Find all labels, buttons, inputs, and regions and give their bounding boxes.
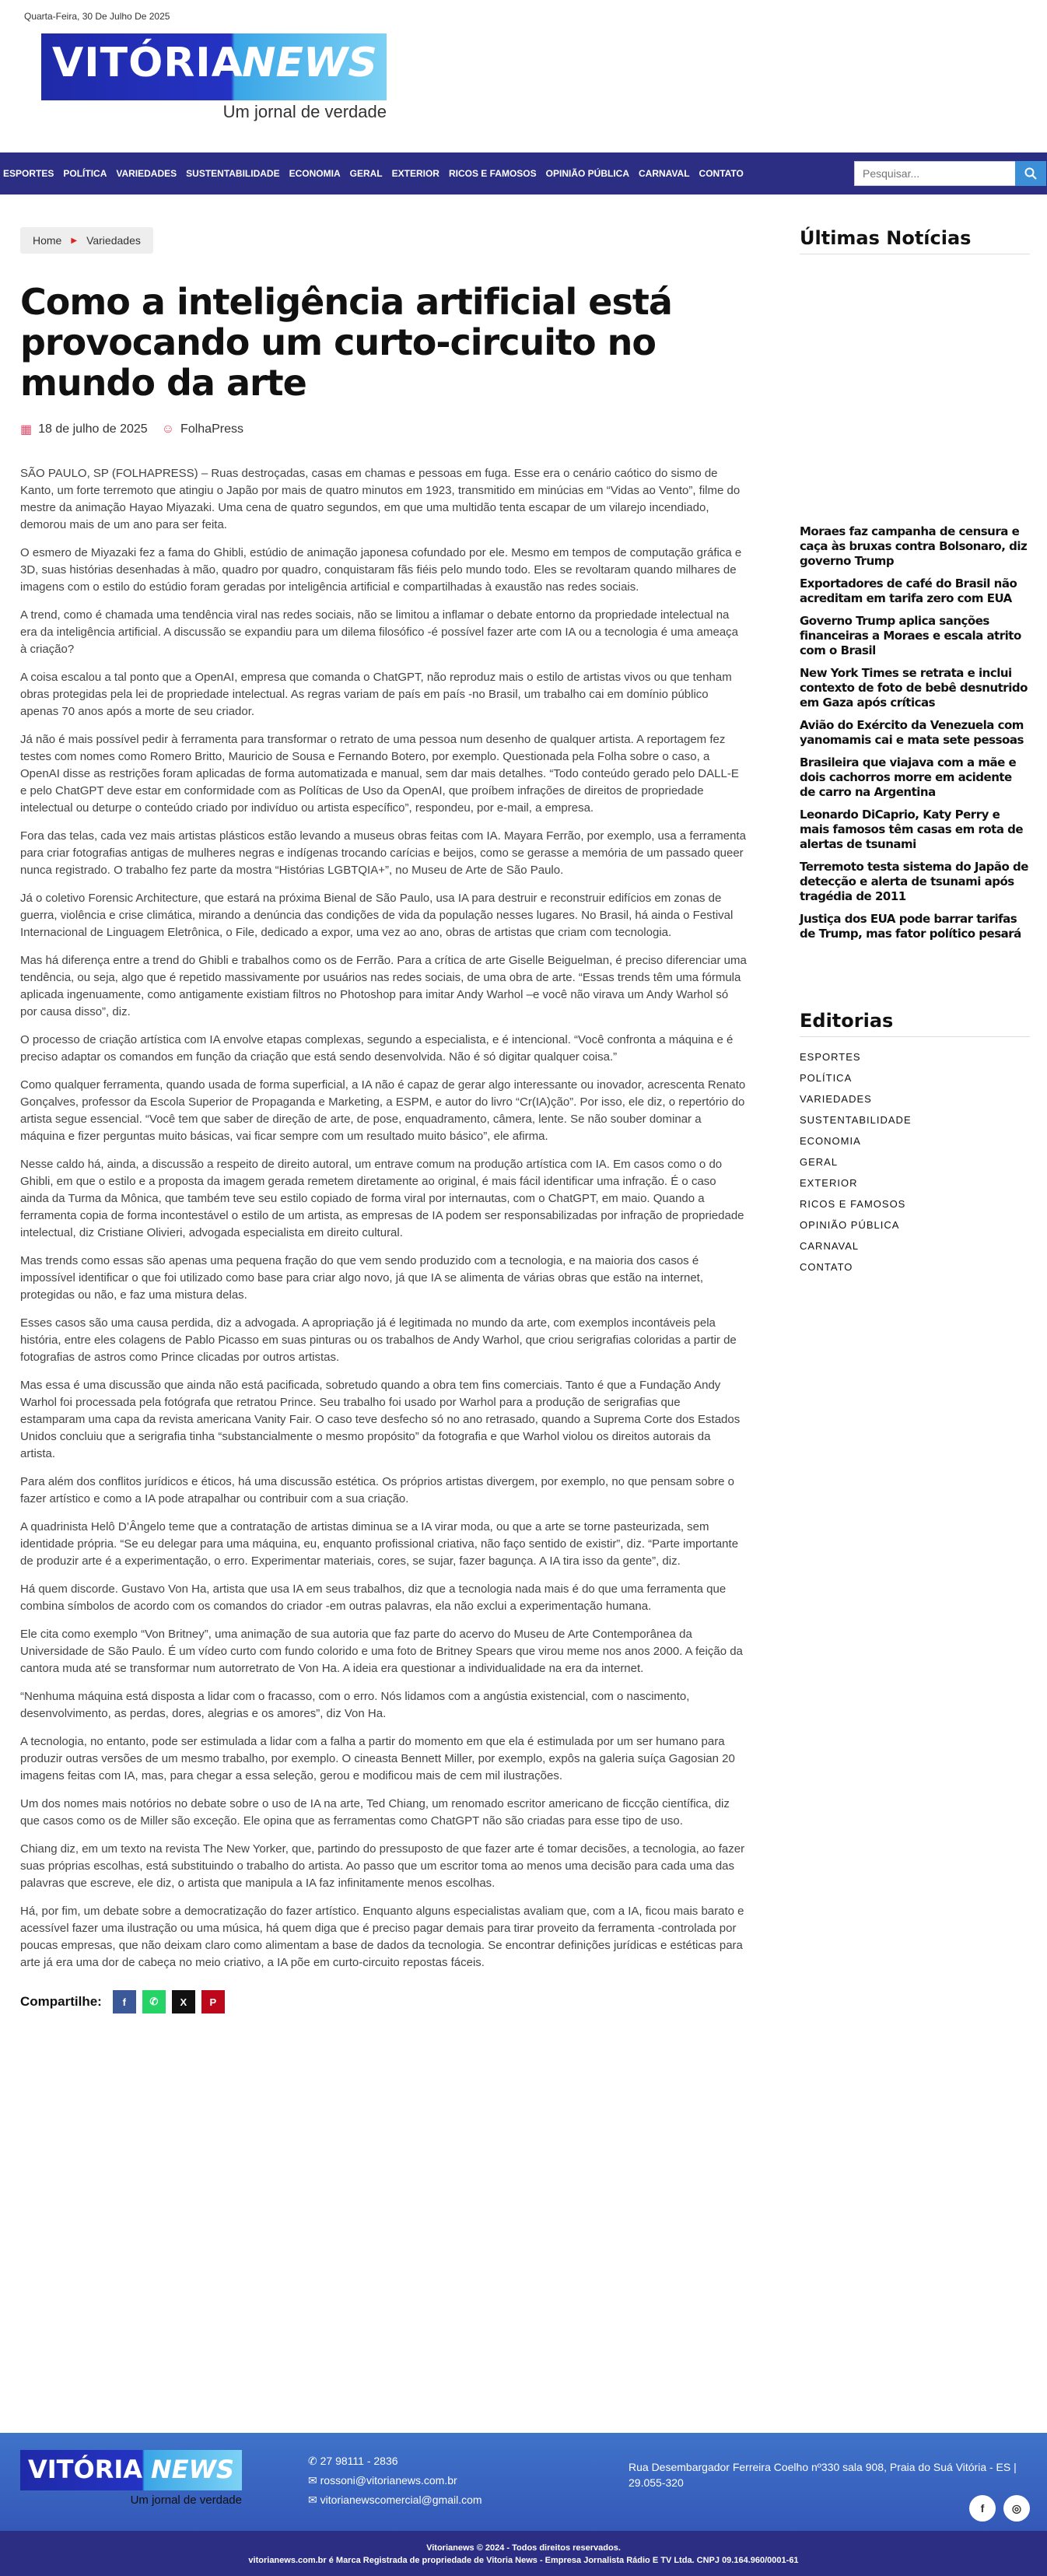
article-paragraph: Esses casos são uma causa perdida, diz a advogada. A apropriação já é legitimada no mundo da arte, com exemplos incontáveis pela história, entre eles colagens de Pablo Picasso em suas pinturas ou os trabalhos de Andy Warhol, que criou serigrafias coloridas a partir de fotografias de astros como Prince clicadas por outros artistas. <box>20 1316 737 1364</box>
editorias-section <box>800 1010 1030 1282</box>
nav-item-3[interactable]: SUSTENTABILIDADE <box>186 168 280 179</box>
article-paragraph: Há quem discorde. Gustavo Von Ha, artista que usa IA em seus trabalhos, diz que a tecnologia nada mais é do que uma ferramenta que combina símbolos de acordo com os comandos do criador -em outras palavras, ela não exclui a experimentação humana. <box>20 1582 727 1613</box>
site-footer <box>0 2433 1047 2531</box>
article-paragraph: Já não é mais possível pedir à ferramenta para transformar o retrato de uma pessoa num desenho de qualquer artista. A reportagem fez testes com nomes como Romero Britto, Mauricio de Sousa e Fernando Botero, por exemplo. Questionada pela Folha sobre o caso, a OpenAI disse as restrições foram aplicadas de forma automatizada e manual, sem dar mais detalhes. “Todo conteúdo gerado pelo DALL-E e pelo ChatGPT deve estar em conformidade com as Políticas de Uso da OpenAI, que proíbem infrações de direitos de propriedade intelectual ou deturpe o conteúdo criado por indivíduo ou artista específico”, respondeu, por e-mail, a empresa. <box>20 733 739 815</box>
nav-item-9[interactable]: CARNAVAL <box>638 168 690 179</box>
latest-news-item[interactable]: Terremoto testa sistema do Japão de detecção e alerta de tsunami após tragédia de 2011 <box>800 860 1028 903</box>
footer-phone-row[interactable] <box>308 2455 482 2468</box>
editoria-item[interactable]: POLÍTICA <box>800 1072 853 1084</box>
article-paragraph: A trend, como é chamada uma tendência viral nas redes sociais, não se limitou a inflamar o debate entorno da propriedade intelectual na era da inteligência artificial. A discussão se expandiu para um dilema filosófico -é possível fazer arte com IA ou a tecnologia é uma ameaça à criação? <box>20 608 739 656</box>
article-paragraph: Mas há diferença entre a trend do Ghibli e trabalhos como os de Ferrão. Para a crítica de arte Giselle Beiguelman, é preciso diferenciar uma tendência, ou seja, algo que é repetido massivamente por usuários nas redes sociais, de uma obra de arte. “Essas trends têm uma fórmula aplicada ingenuamente, como antigamente existiam filtros no Photoshop para imitar Andy Warhol –e você não virava um Andy Warhol só por causa disso”, diz. <box>20 954 747 1018</box>
latest-news-item[interactable]: Governo Trump aplica sanções financeiras a Moraes e escala atrito com o Brasil <box>800 614 1021 657</box>
footer-logo-word-news: NEWS <box>151 2455 234 2484</box>
mail-icon: ✉ <box>308 2474 320 2487</box>
nav-item-6[interactable]: EXTERIOR <box>391 168 439 179</box>
editorias-list <box>800 1051 1030 1273</box>
breadcrumb-current[interactable]: Variedades <box>86 234 141 247</box>
nav-list <box>3 152 753 195</box>
current-date: Quarta-Feira, 30 De Julho De 2025 <box>24 11 170 22</box>
copyright-text: Vitorianews © 2024 - Todos direitos reservados. <box>426 2543 621 2553</box>
nav-item-0[interactable]: ESPORTES <box>3 168 54 179</box>
pinterest-share-icon[interactable]: P <box>201 1990 225 2013</box>
site-logo[interactable] <box>41 33 387 125</box>
copyright-bar <box>0 2531 1047 2576</box>
site-header <box>0 0 1047 152</box>
latest-news-item[interactable]: Exportadores de café do Brasil não acreditam em tarifa zero com EUA <box>800 577 1017 605</box>
article-body <box>20 465 747 1971</box>
footer-logo-word-vitoria: VITÓRIA <box>28 2455 143 2484</box>
footer-email1-row[interactable] <box>308 2474 482 2487</box>
nav-item-4[interactable]: ECONOMIA <box>289 168 341 179</box>
editoria-item[interactable]: ESPORTES <box>800 1051 861 1063</box>
article-paragraph: Como qualquer ferramenta, quando usada de forma superficial, a IA não é capaz de gerar algo interessante ou inovador, acrescenta Renato Gonçalves, professor da Escola Superior de Propaganda e Marketing, a ESPM, e autor do livro “Cr(IA)ção”. Por isso, ele diz, o repertório do artista segue essencial. “Você tem que saber de direção de arte, de pose, enquadramento, câmera, lente. Se não souber dominar a máquina e fizer perguntas muito básicas, vai ficar sempre com um resultado muito básico”, ele afirma. <box>20 1078 746 1143</box>
editoria-item[interactable]: CARNAVAL <box>800 1240 860 1252</box>
article-paragraph: Nesse caldo há, ainda, a discussão a respeito de direito autoral, um entrave comum na produção artística com IA. Em casos como o do Ghibli, em que o estilo e a proposta da imagem gerada remetem diretamente ao original, é mais fácil identificar uma infração. É o caso ainda da Turma da Mônica, que também teve seu estilo copiado de forma viral por internautas, com o ChatGPT, em maio. Quando a ferramenta copia de forma incontestável o estilo de um artista, as empresas de IA podem ser responsabilizadas por infração de propriedade intelectual, diz Cristiane Olivieri, advogada especialista em direito cultural. <box>20 1158 744 1239</box>
facebook-share-icon[interactable]: f <box>113 1990 136 2013</box>
editoria-item[interactable]: VARIEDADES <box>800 1093 872 1105</box>
editoria-item[interactable]: ECONOMIA <box>800 1135 861 1147</box>
share-bar <box>20 1990 747 2013</box>
footer-email1: rossoni@vitorianews.com.br <box>320 2474 457 2487</box>
whatsapp-share-icon[interactable]: ✆ <box>142 1990 166 2013</box>
footer-email2: vitorianewscomercial@gmail.com <box>320 2494 482 2506</box>
article-title: Como a inteligência artificial está provocando um curto-circuito no mundo da arte <box>20 281 672 404</box>
article-paragraph: O processo de criação artística com IA envolve etapas complexas, segundo a especialista, e é intencional. “Você confronta a máquina e é preciso adaptar os comandos em função da criação que está sendo desenvolvida. Não é só digitar qualquer coisa.” <box>20 1033 734 1064</box>
whatsapp-icon: ✆ <box>308 2455 320 2467</box>
facebook-icon[interactable]: f <box>969 2495 996 2522</box>
latest-news-item[interactable]: Moraes faz campanha de censura e caça às bruxas contra Bolsonaro, diz governo Trump <box>800 524 1028 568</box>
latest-news-list <box>800 524 1030 949</box>
footer-phone: 27 98111 - 2836 <box>320 2455 398 2467</box>
footer-social <box>961 2495 1030 2522</box>
article-date: 18 de julho de 2025 <box>38 422 148 436</box>
article-paragraph: Para além dos conflitos jurídicos e éticos, há uma discussão estética. Os próprios artistas divergem, por exemplo, no que pensam sobre o fazer artístico e como a IA pode atrapalhar ou contribuir com a sua criação. <box>20 1475 734 1505</box>
latest-news-item[interactable]: Justiça dos EUA pode barrar tarifas de Trump, mas fator político pesará <box>800 912 1021 941</box>
editoria-item[interactable]: CONTATO <box>800 1261 853 1273</box>
breadcrumb-arrow-icon: ▶ <box>71 236 78 245</box>
x-share-icon[interactable]: X <box>172 1990 195 2013</box>
logo-word-vitoria: VITÓRIA <box>52 40 243 86</box>
article-author[interactable]: FolhaPress <box>180 422 243 436</box>
article-paragraph: Ele cita como exemplo “Von Britney”, uma animação de sua autoria que faz parte do acervo do Museu de Arte Contemporânea da Universidade de São Paulo. É um vídeo curto com fundo colorido e uma foto de Britney Spears que virou meme nos anos 2000. A feição da cantora muda até se transformar num autorretrato de Von Ha. A ideia era questionar a individualidade na era da internet. <box>20 1628 743 1675</box>
footer-logo[interactable] <box>20 2450 242 2514</box>
nav-item-1[interactable]: POLÍTICA <box>63 168 107 179</box>
editorias-title: Editorias <box>800 1010 1030 1037</box>
article-paragraph: Fora das telas, cada vez mais artistas plásticos estão levando a museus obras feitas com IA. Mayara Ferrão, por exemplo, usa a ferramenta para criar fotografias antigas de mulheres negras e indígenas trocando carícias e beijos, como se gerasse a memória de um passado queer nunca registrado. O trabalho fez parte da mostra “Histórias LGBTQIA+”, no Museu de Arte de São Paulo. <box>20 829 746 877</box>
article-main <box>20 227 747 2013</box>
nav-item-8[interactable]: OPINIÃO PÚBLICA <box>545 168 629 179</box>
article-paragraph: A quadrinista Helô D’Ângelo teme que a contratação de artistas diminua se a IA virar moda, ou que a arte se torne pasteurizada, sem identidade própria. “Se eu delegar para uma máquina, eu, enquanto profissional criativa, não faço sentido de existir”, diz. “Parte importante de produzir arte é a experimentação, o erro. Experimentar materiais, cores, se sujar, fazer bagunça. A IA tira isso da gente”, diz. <box>20 1520 739 1568</box>
user-icon: ☺ <box>161 422 175 436</box>
article-meta <box>20 422 747 437</box>
nav-item-5[interactable]: GERAL <box>349 168 383 179</box>
footer-contacts <box>308 2455 482 2513</box>
legal-text: vitorianews.com.br é Marca Registrada de propriedade de Vitoria News - Empresa Jornalista Rádio E TV Ltda. CNPJ 09.164.960/0001-61 <box>248 2556 799 2565</box>
search-box <box>854 161 1016 186</box>
logo-slogan: Um jornal de verdade <box>222 102 387 121</box>
latest-news-item[interactable]: Avião do Exército da Venezuela com yanomamis cai e mata sete pessoas <box>800 718 1024 747</box>
nav-item-10[interactable]: CONTATO <box>699 168 744 179</box>
sidebar <box>800 227 1030 1273</box>
footer-email2-row[interactable] <box>308 2494 482 2507</box>
article-paragraph: “Nenhuma máquina está disposta a lidar com o fracasso, com o erro. Nós lidamos com a angústia existencial, com o nascimento, desenvolvimento, as perdas, dores, alegrias e os amores”, diz Von Ha. <box>20 1690 690 1720</box>
main-nav <box>0 152 1047 195</box>
article-paragraph: SÃO PAULO, SP (FOLHAPRESS) – Ruas destroçadas, casas em chamas e pessoas em fuga. Esse era o cenário caótico do sismo de Kanto, um forte terremoto que atingiu o Japão por mais de quatro minutos em 1923, transmitido em minúcias em “Vidas ao Vento”, filme do mestre da animação Hayao Miyazaki. Uma cena de quatro segundos, em que uma multidão tenta escapar de um vilarejo incendiado, demorou mais de um ano para ser feita. <box>20 467 741 531</box>
nav-item-2[interactable]: VARIEDADES <box>116 168 177 179</box>
latest-news-item[interactable]: New York Times se retrata e inclui contexto de foto de bebê desnutrido em Gaza após críticas <box>800 666 1028 710</box>
article-paragraph: Mas trends como essas são apenas uma pequena fração do que vem sendo produzido com a tecnologia, e na maioria dos casos é impossível identificar o que foi utilizado como base para criar algo novo, já que IA se alimenta de várias obras que estão na internet, protegidas ou não, e faz uma mistura delas. <box>20 1254 704 1302</box>
editoria-item[interactable]: OPINIÃO PÚBLICA <box>800 1219 900 1231</box>
article-paragraph: Há, por fim, um debate sobre a democratização do fazer artístico. Enquanto alguns especialistas avaliam que, com a IA, ficou mais barato e acessível fazer uma ilustração ou uma música, há quem diga que é preciso pagar demais para tirar proveito da ferramenta -controlada por poucas empresas, que não deixam claro como alimentam a base de dados da tecnologia. Se encontrar definições jurídicas e estéticas para arte já era uma dor de cabeça no meio criativo, a IA põe em curto-circuito repostas fáceis. <box>20 1905 744 1969</box>
search-button[interactable] <box>1015 161 1046 186</box>
latest-news-item[interactable]: Brasileira que viajava com a mãe e dois cachorros morre em acidente de carro na Argentina <box>800 755 1017 799</box>
article-paragraph: Um dos nomes mais notórios no debate sobre o uso de IA na arte, Ted Chiang, um renomado escritor americano de ficcção científica, diz que casos como os de Miller são exceção. Ele opina que as ferramentas como ChatGPT não são criadas para esse tipo de uso. <box>20 1797 730 1828</box>
footer-logo-slogan: Um jornal de verdade <box>130 2494 242 2507</box>
article-paragraph: Chiang diz, em um texto na revista The New Yorker, que, partindo do pressuposto de que fazer arte é tomar decisões, a tecnologia, ao fazer suas próprias escolhas, está substituindo o trabalho do artista. Ao passo que um escritor toma ao menos uma decisão para cada uma das palavras que escreve, ele diz, o artista que manipula a IA faz infinitamente menos escolhas. <box>20 1842 745 1890</box>
article-paragraph: O esmero de Miyazaki fez a fama do Ghibli, estúdio de animação japonesa cofundado por ele. Mesmo em tempos de computação gráfica e 3D, suas histórias desenhadas à mão, quadro por quadro, conquistaram fãs fiéis pelo mundo todo. Eles se revoltaram quando milhares de imagens com o estilo do estúdio foram geradas por inteligência artificial e compartilhadas à exaustão nas redes sociais. <box>20 546 742 594</box>
nav-item-7[interactable]: RICOS E FAMOSOS <box>448 168 537 179</box>
calendar-icon: ▦ <box>20 423 33 436</box>
article-paragraph: A tecnologia, no entanto, pode ser estimulada a lidar com a falha a partir do momento em que ela é estimulada por um ser humano para produzir outras versões de um mesmo trabalho, por exemplo. O cineasta Bennett Miller, por exemplo, expôs na galeria suíça Gagosian 20 imagens feitas com IA, mas, para chegar a essa seleção, gerou e modificou mais de cem mil ilustrações. <box>20 1735 735 1782</box>
latest-news-item[interactable]: Leonardo DiCaprio, Katy Perry e mais famosos têm casas em rota de alertas de tsunami <box>800 808 1024 851</box>
logo-word-news: NEWS <box>242 40 377 86</box>
article-paragraph: Já o coletivo Forensic Architecture, que estará na próxima Bienal de São Paulo, usa IA para destruir e reconstruir edifícios em zonas de guerra, violência e crise climática, mirando a denúncia das condições de vida da população nesses lugares. No Brasil, há ainda o Festival Internacional de Linguagem Eletrônica, o File, dedicado a expor, uma vez ao ano, obras de artistas que criam com tecnologia. <box>20 892 734 939</box>
footer-address: Rua Desembargador Ferreira Coelho nº330 sala 908, Praia do Suá Vitória - ES | 29.055-320 <box>629 2461 1017 2489</box>
breadcrumb <box>20 227 153 254</box>
latest-news-title: Últimas Notícias <box>800 227 1030 254</box>
search-icon <box>1024 167 1037 180</box>
editoria-item[interactable]: SUSTENTABILIDADE <box>800 1114 912 1126</box>
editoria-item[interactable]: RICOS E FAMOSOS <box>800 1198 906 1210</box>
editoria-item[interactable]: EXTERIOR <box>800 1177 858 1189</box>
article-paragraph: A coisa escalou a tal ponto que a OpenAI, empresa que comanda o ChatGPT, não reproduz mais o estilo de artistas vivos ou que tenham obras protegidas pela lei de propriedade intelectual. As regras variam de país em país -no Brasil, um trabalho cai em domínio público apenas 70 anos após a morte de seu criador. <box>20 671 732 718</box>
editoria-item[interactable]: GERAL <box>800 1156 839 1168</box>
breadcrumb-home[interactable]: Home <box>33 234 62 247</box>
instagram-icon[interactable]: ◎ <box>1003 2495 1030 2522</box>
search-input[interactable] <box>855 162 987 185</box>
mail-icon: ✉ <box>308 2494 320 2506</box>
article-paragraph: Mas essa é uma discussão que ainda não está pacificada, sobretudo quando a obra tem fins comerciais. Tanto é que a Fundação Andy Warhol foi processada pela fotógrafa que retratou Prince. Seu trabalho foi usado por Warhol para a produção de serigrafias que estamparam uma capa da revista americana Vanity Fair. O caso teve desfecho só no ano retrasado, quando a Suprema Corte dos Estados Unidos concluiu que a serigrafia tinha “substancialmente o mesmo propósito” da fotografia e que Warhol violou os direitos autorais da artista. <box>20 1379 741 1460</box>
share-label: Compartilhe: <box>20 1994 102 2009</box>
